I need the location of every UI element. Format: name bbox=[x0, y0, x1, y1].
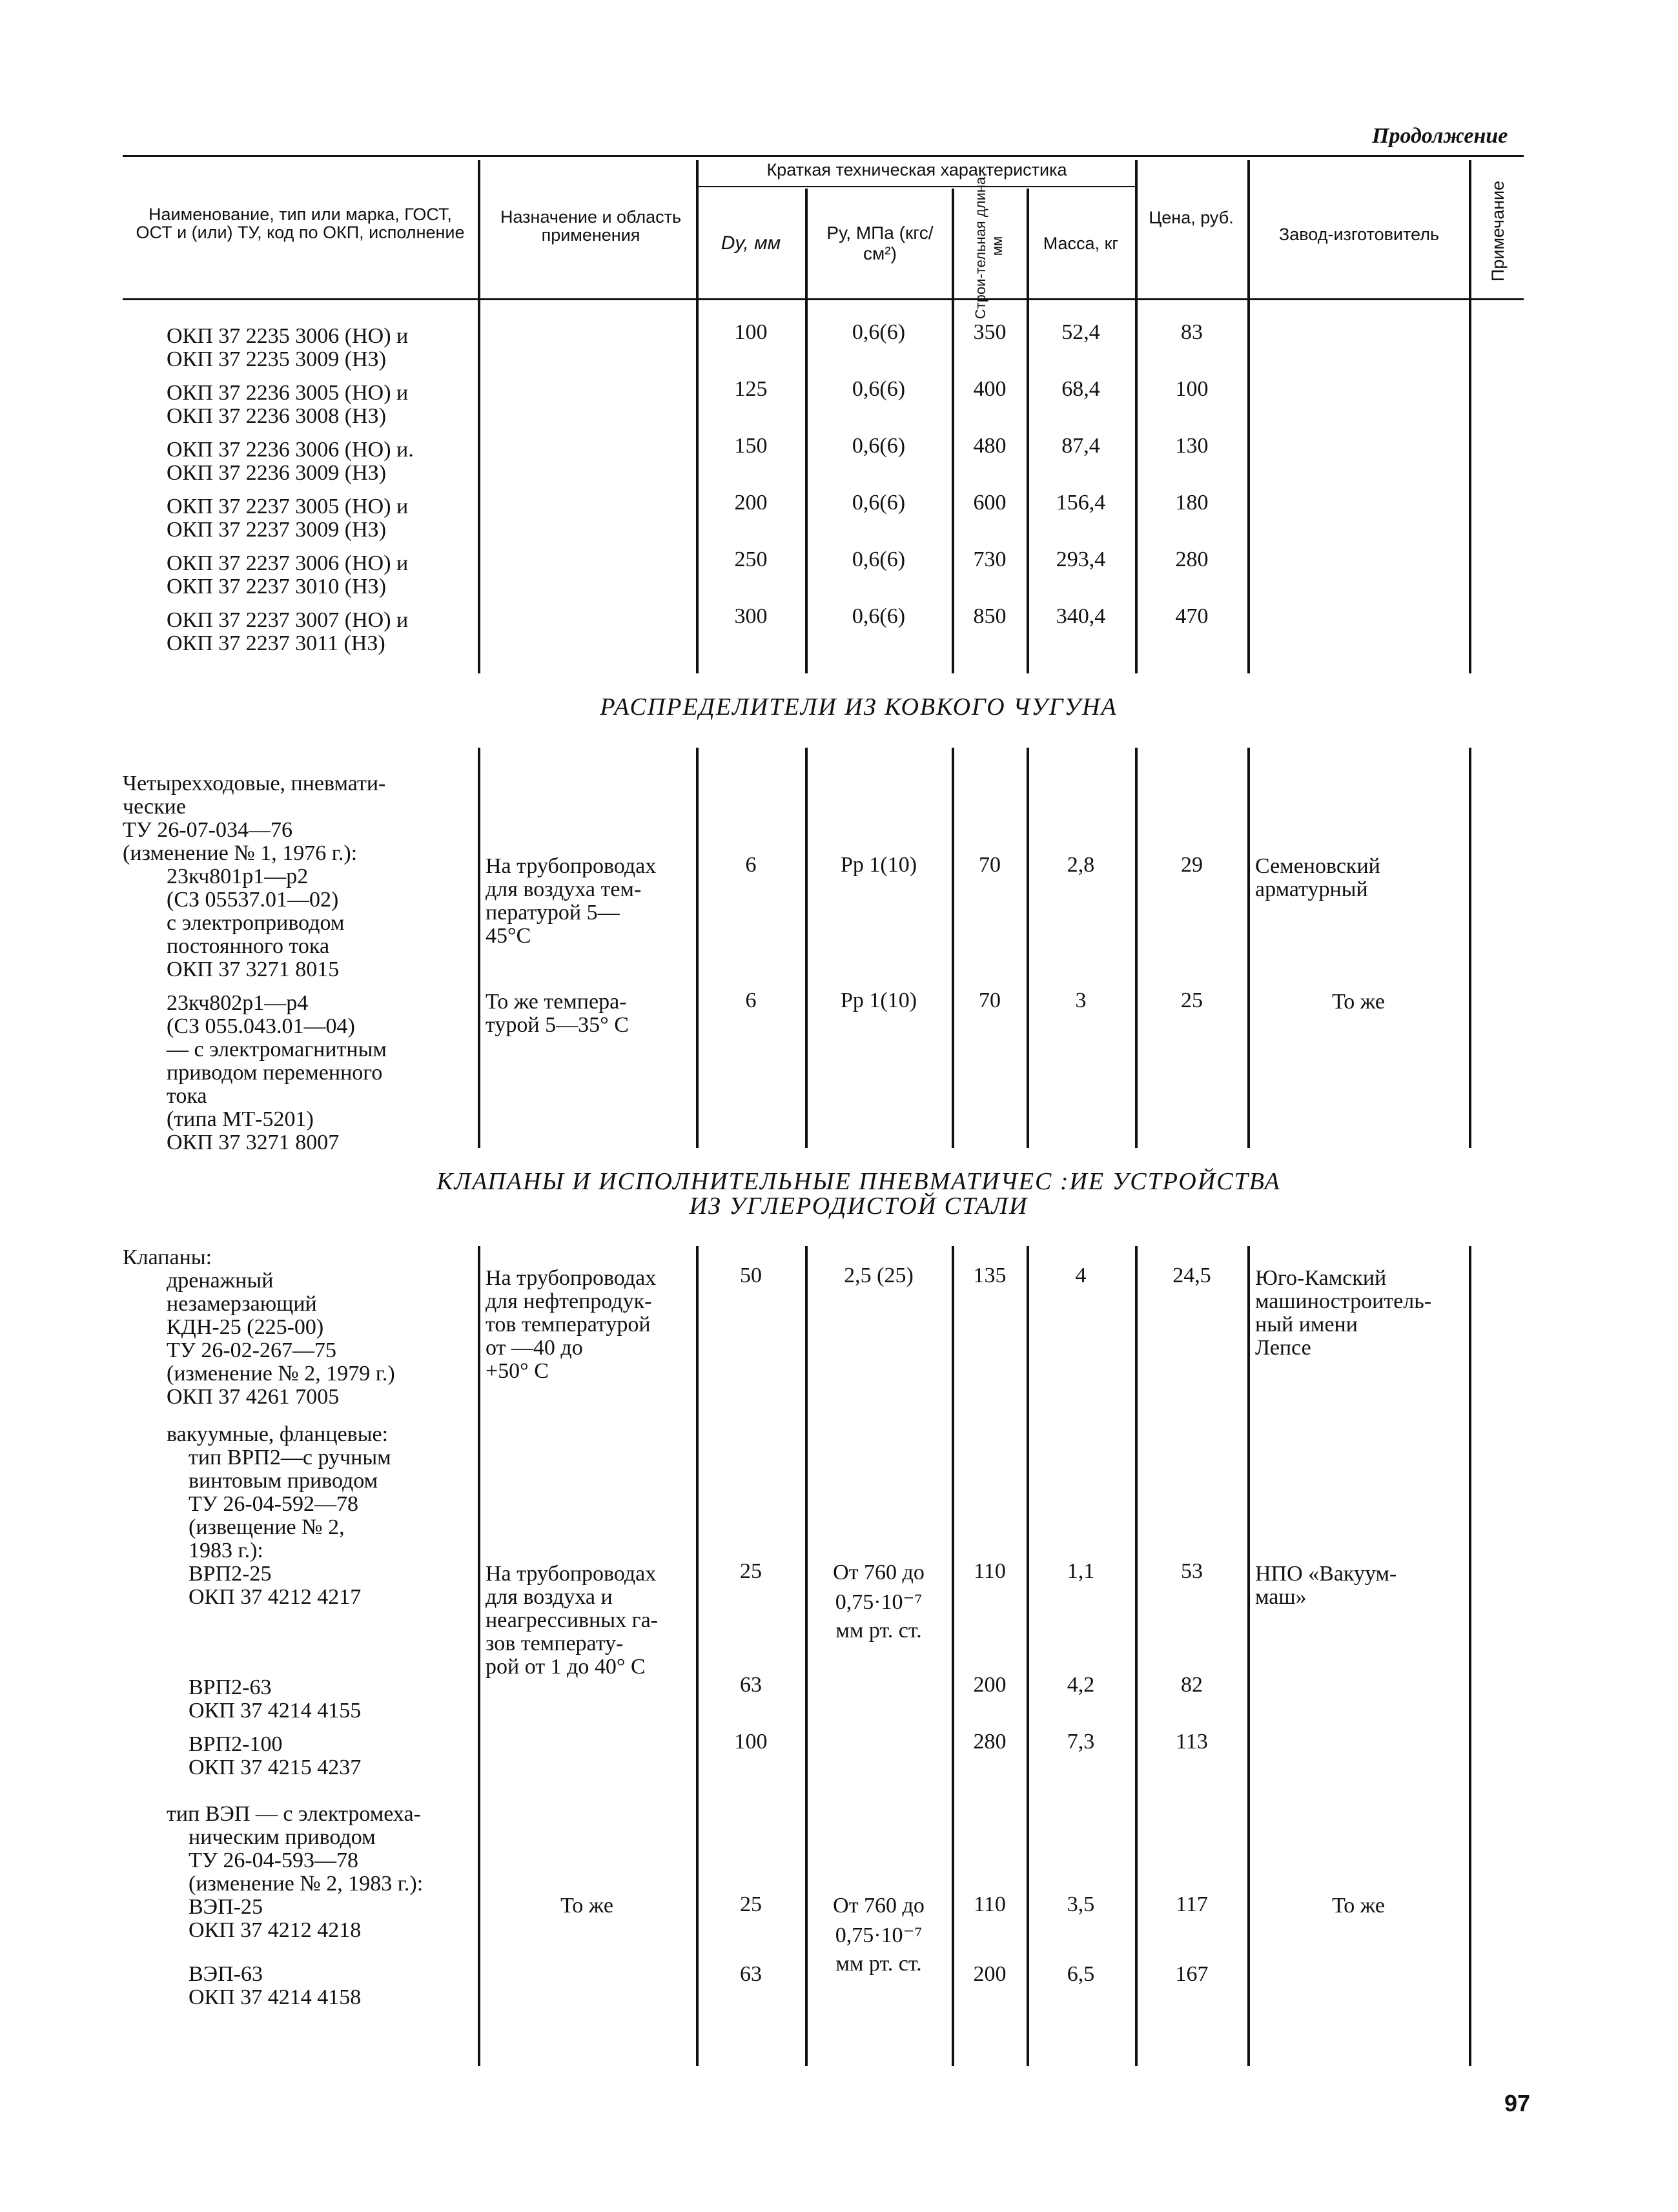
row-mass: 4,2 bbox=[1067, 1673, 1095, 1697]
row-code: ОКП 37 2236 3005 (НО) и bbox=[167, 381, 409, 405]
header-mass: Масса, кг bbox=[1043, 234, 1119, 253]
text-line: ОКП 37 4214 4158 bbox=[189, 1985, 362, 2009]
text-line: с электроприводом bbox=[167, 911, 345, 935]
text-line: 23кч802р1—р4 bbox=[167, 991, 309, 1015]
text-line: от —40 до bbox=[486, 1336, 583, 1360]
text-line: 23кч801р1—р2 bbox=[167, 865, 309, 888]
row-length: 350 bbox=[973, 320, 1007, 344]
row-length: 135 bbox=[973, 1264, 1007, 1287]
row-py: 0,6(6) bbox=[852, 320, 906, 344]
valves-label: Клапаны: bbox=[123, 1245, 212, 1269]
row-dy: 6 bbox=[745, 853, 757, 877]
row-length: 200 bbox=[973, 1962, 1007, 1986]
text-line: 45°С bbox=[486, 924, 531, 948]
text-line: КДН-25 (225-00) bbox=[167, 1315, 324, 1339]
text-line: То же темпера- bbox=[486, 990, 627, 1014]
row-dy: 63 bbox=[740, 1673, 762, 1697]
text-line: неагрессивных га- bbox=[486, 1608, 659, 1632]
row-dy: 100 bbox=[734, 320, 768, 344]
row-py: От 760 до bbox=[833, 1561, 925, 1584]
text-line: ТУ 26-07-034—76 bbox=[123, 818, 292, 842]
text-line: ТУ 26-04-593—78 bbox=[189, 1848, 358, 1872]
row-length: 200 bbox=[973, 1673, 1007, 1697]
row-price: 130 bbox=[1175, 434, 1209, 458]
text-line: винтовым приводом bbox=[189, 1469, 378, 1493]
row-price: 280 bbox=[1175, 548, 1209, 571]
row-code: ОКП 37 2236 3008 (НЗ) bbox=[167, 404, 387, 428]
row-length: 70 bbox=[979, 853, 1001, 877]
header-top-rule bbox=[123, 155, 1524, 157]
row-mass: 2,8 bbox=[1067, 853, 1095, 877]
row-py: Pр 1(10) bbox=[840, 988, 917, 1012]
row-dy: 150 bbox=[734, 434, 768, 458]
text-line: ческие bbox=[123, 795, 186, 819]
row-py: От 760 до bbox=[833, 1894, 925, 1918]
text-line: Юго-Камский bbox=[1255, 1266, 1387, 1290]
row-length: 70 bbox=[979, 988, 1001, 1012]
row-py: 0,75·10⁻⁷ bbox=[835, 1590, 923, 1614]
row-dy: 6 bbox=[745, 988, 757, 1012]
text-line: ОКП 37 3271 8015 bbox=[167, 958, 340, 981]
page-number: 97 bbox=[1504, 2090, 1531, 2116]
row-price: 29 bbox=[1181, 853, 1203, 877]
row-price: 53 bbox=[1181, 1559, 1203, 1583]
text-line: ОКП 37 4215 4237 bbox=[189, 1756, 362, 1779]
text-line: (изменение № 1, 1976 г.): bbox=[123, 841, 358, 865]
row-length: 600 bbox=[973, 491, 1007, 515]
row-dy: 25 bbox=[740, 1892, 762, 1916]
text-line: тип ВЭП — с электромеха- bbox=[167, 1802, 421, 1826]
text-line: для воздуха и bbox=[486, 1585, 613, 1609]
row-dy: 200 bbox=[734, 491, 768, 515]
header-length: Строи-тельная длина, мм bbox=[972, 172, 1005, 320]
text-line: (изменение № 2, 1983 г.): bbox=[189, 1872, 424, 1896]
text-line: ническим приводом bbox=[189, 1825, 376, 1849]
text-line: ВРП2-100 bbox=[189, 1732, 283, 1756]
row-mass: 6,5 bbox=[1067, 1962, 1095, 1986]
row-py: 0,6(6) bbox=[852, 604, 906, 628]
row-code: ОКП 37 2237 3010 (НЗ) bbox=[167, 575, 387, 599]
text-line: для воздуха тем- bbox=[486, 877, 642, 901]
row-code: ОКП 37 2237 3005 (НО) и bbox=[167, 495, 409, 518]
row-price: 25 bbox=[1181, 988, 1203, 1012]
row-purpose: То же bbox=[560, 1894, 613, 1918]
row-length: 110 bbox=[974, 1559, 1006, 1583]
row-code: ОКП 37 2237 3009 (НЗ) bbox=[167, 518, 387, 542]
text-line: +50° С bbox=[486, 1359, 549, 1383]
row-code: ОКП 37 2236 3006 (НО) и. bbox=[167, 438, 414, 462]
text-line: пературой 5— bbox=[486, 901, 620, 925]
header-purpose: Назначение и область применения bbox=[500, 207, 682, 245]
row-py: 2,5 (25) bbox=[844, 1264, 914, 1287]
row-code: ОКП 37 2237 3006 (НО) и bbox=[167, 551, 409, 575]
text-line: На трубопроводах bbox=[486, 1266, 657, 1290]
row-code: ОКП 37 2236 3009 (НЗ) bbox=[167, 461, 387, 485]
row-mass: 340,4 bbox=[1056, 604, 1106, 628]
row-py: мм рт. ст. bbox=[835, 1952, 922, 1976]
row-code: ОКП 37 2237 3007 (НО) и bbox=[167, 608, 409, 632]
row-price: 167 bbox=[1175, 1962, 1209, 1986]
text-line: ВРП2-63 bbox=[189, 1675, 272, 1699]
brief-characteristics-rule bbox=[696, 186, 1135, 187]
text-line: ОКП 37 4212 4218 bbox=[189, 1918, 362, 1942]
header-name: Наименование, тип или марка, ГОСТ, ОСТ и (или) ТУ, код по ОКП, исполнение bbox=[136, 205, 465, 242]
text-line: Четырехходовые, пневмати- bbox=[123, 772, 386, 795]
row-mass: 52,4 bbox=[1061, 320, 1100, 344]
section-title: КЛАПАНЫ И ИСПОЛНИТЕЛЬНЫЕ ПНЕВМАТИЧЕС :ИЕ УСТРОЙСТВА bbox=[436, 1168, 1281, 1195]
text-line: дренажный bbox=[167, 1269, 274, 1293]
row-dy: 300 bbox=[734, 604, 768, 628]
text-line: ВРП2-25 bbox=[189, 1562, 272, 1586]
row-py: мм рт. ст. bbox=[835, 1619, 922, 1643]
row-code: ОКП 37 2237 3011 (НЗ) bbox=[167, 631, 385, 655]
row-length: 850 bbox=[973, 604, 1007, 628]
row-length: 280 bbox=[973, 1730, 1007, 1754]
row-py: 0,6(6) bbox=[852, 377, 906, 401]
row-price: 113 bbox=[1176, 1730, 1208, 1754]
row-price: 83 bbox=[1181, 320, 1203, 344]
header-brief: Краткая техническая характеристика bbox=[766, 160, 1067, 179]
row-price: 24,5 bbox=[1172, 1264, 1211, 1287]
row-py: 0,6(6) bbox=[852, 548, 906, 571]
header-note: Примечание bbox=[1488, 180, 1508, 282]
text-line: ТУ 26-02-267—75 bbox=[167, 1338, 336, 1362]
row-length: 400 bbox=[973, 377, 1007, 401]
text-line: На трубопроводах bbox=[486, 854, 657, 878]
row-price: 82 bbox=[1181, 1673, 1203, 1697]
row-price: 470 bbox=[1175, 604, 1209, 628]
text-line: тов температурой bbox=[486, 1313, 651, 1336]
row-py: 0,75·10⁻⁷ bbox=[835, 1923, 923, 1947]
text-line: (СЗ 05537.01—02) bbox=[167, 888, 339, 912]
row-dy: 25 bbox=[740, 1559, 762, 1583]
header-price: Цена, руб. bbox=[1149, 208, 1234, 227]
row-mass: 1,1 bbox=[1067, 1559, 1095, 1583]
row-price: 180 bbox=[1175, 491, 1209, 515]
row-price: 100 bbox=[1175, 377, 1209, 401]
row-dy: 50 bbox=[740, 1264, 762, 1287]
text-line: ОКП 37 4212 4217 bbox=[189, 1585, 362, 1609]
row-length: 730 bbox=[973, 548, 1007, 571]
row-code: ОКП 37 2235 3009 (НЗ) bbox=[167, 347, 387, 371]
text-line: (типа МТ-5201) bbox=[167, 1107, 314, 1131]
text-line: (извещение № 2, bbox=[189, 1515, 345, 1539]
text-line: машиностроитель- bbox=[1255, 1289, 1432, 1313]
row-price: 117 bbox=[1176, 1892, 1208, 1916]
row-mass: 4 bbox=[1075, 1264, 1087, 1287]
row-plant: То же bbox=[1332, 990, 1385, 1014]
text-line: ОКП 37 4261 7005 bbox=[167, 1385, 340, 1409]
text-line: (СЗ 055.043.01—04) bbox=[167, 1014, 355, 1038]
section-title: РАСПРЕДЕЛИТЕЛИ ИЗ КОВКОГО ЧУГУНА bbox=[600, 693, 1118, 721]
text-line: вакуумные, фланцевые: bbox=[167, 1422, 389, 1446]
text-line: рой от 1 до 40° С bbox=[486, 1655, 646, 1679]
row-mass: 156,4 bbox=[1056, 491, 1106, 515]
text-line: маш» bbox=[1255, 1585, 1307, 1609]
row-py: Pр 1(10) bbox=[840, 853, 917, 877]
continuation-label: Продолжение bbox=[1372, 124, 1508, 148]
row-dy: 125 bbox=[734, 377, 768, 401]
row-length: 110 bbox=[974, 1892, 1006, 1916]
row-plant: То же bbox=[1332, 1894, 1385, 1918]
header-py: Pу, МПа (кгс/см²) bbox=[826, 223, 934, 263]
text-line: Семеновский bbox=[1255, 854, 1380, 878]
row-length: 480 bbox=[973, 434, 1007, 458]
text-line: ОКП 37 4214 4155 bbox=[189, 1699, 362, 1723]
text-line: Лепсе bbox=[1255, 1336, 1311, 1360]
section-title: ИЗ УГЛЕРОДИСТОЙ СТАЛИ bbox=[689, 1193, 1028, 1220]
text-line: ный имени bbox=[1255, 1313, 1358, 1336]
row-mass: 87,4 bbox=[1061, 434, 1100, 458]
row-dy: 63 bbox=[740, 1962, 762, 1986]
header-bottom-rule bbox=[123, 298, 1524, 300]
text-line: 1983 г.): bbox=[189, 1539, 263, 1562]
row-py: 0,6(6) bbox=[852, 491, 906, 515]
row-mass: 3 bbox=[1075, 988, 1087, 1012]
row-mass: 68,4 bbox=[1061, 377, 1100, 401]
row-code: ОКП 37 2235 3006 (НО) и bbox=[167, 324, 409, 348]
text-line: тип ВРП2—с ручным bbox=[189, 1446, 391, 1470]
text-line: постоянного тока bbox=[167, 934, 330, 958]
row-dy: 100 bbox=[734, 1730, 768, 1754]
text-line: — с электромагнитным bbox=[167, 1038, 387, 1061]
text-line: зов температу- bbox=[486, 1632, 624, 1655]
text-line: тока bbox=[167, 1084, 207, 1108]
header-plant: Завод-изготовитель bbox=[1278, 225, 1440, 244]
text-line: ОКП 37 3271 8007 bbox=[167, 1131, 340, 1154]
header-dy: Dу, мм bbox=[721, 232, 781, 254]
text-line: ВЭП-25 bbox=[189, 1895, 263, 1919]
row-py: 0,6(6) bbox=[852, 434, 906, 458]
text-line: турой 5—35° С bbox=[486, 1013, 629, 1037]
text-line: ТУ 26-04-592—78 bbox=[189, 1492, 358, 1516]
row-mass: 7,3 bbox=[1067, 1730, 1095, 1754]
text-line: НПО «Вакуум- bbox=[1255, 1562, 1397, 1586]
text-line: На трубопроводах bbox=[486, 1562, 657, 1586]
text-line: ВЭП-63 bbox=[189, 1962, 263, 1986]
text-line: для нефтепродук- bbox=[486, 1289, 652, 1313]
text-line: (изменение № 2, 1979 г.) bbox=[167, 1362, 395, 1386]
text-line: арматурный bbox=[1255, 877, 1368, 901]
row-mass: 293,4 bbox=[1056, 548, 1106, 571]
row-dy: 250 bbox=[734, 548, 768, 571]
row-mass: 3,5 bbox=[1067, 1892, 1095, 1916]
text-line: незамерзающий bbox=[167, 1292, 317, 1316]
text-line: приводом переменного bbox=[167, 1061, 383, 1085]
